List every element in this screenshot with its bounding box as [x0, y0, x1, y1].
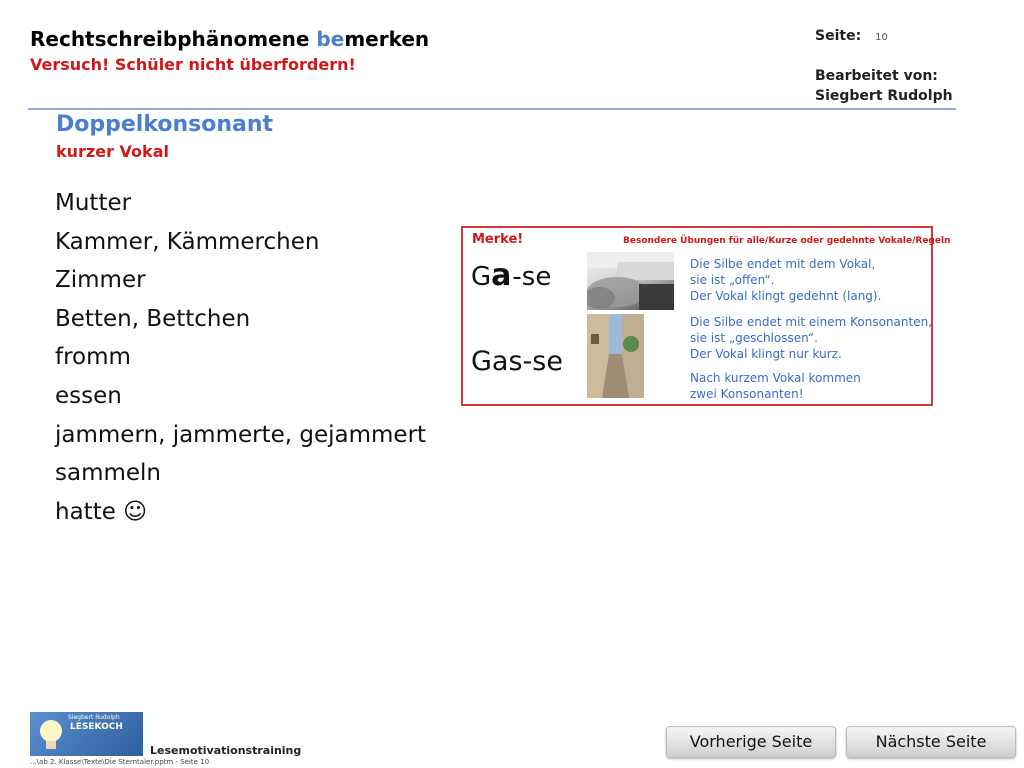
note-line: Die Silbe endet mit einem Konsonanten, — [690, 315, 933, 329]
note-rule — [690, 370, 861, 402]
narrow-alley-image — [587, 314, 644, 398]
word-item: sammeln — [55, 460, 162, 487]
example-open-rest: -se — [512, 262, 552, 292]
author-name: Siegbert Rudolph — [815, 88, 953, 104]
example-closed-syllable: Gas-se — [471, 346, 563, 377]
page-number: 10 — [875, 32, 888, 43]
word-item: fromm — [55, 344, 131, 371]
page-meta — [815, 28, 953, 108]
merke-banner-link[interactable]: Besondere Übungen für alle/Kurze oder gedehnte Vokale/Regeln — [623, 236, 951, 246]
page-label: Seite: — [815, 28, 862, 44]
title-text-2: merken — [344, 27, 430, 51]
merke-label: Merke! — [472, 232, 524, 247]
page-subtitle: Versuch! Schüler nicht überfordern! — [30, 55, 356, 74]
footer-label: Lesemotivationstraining — [150, 744, 302, 757]
lesekoch-logo — [30, 712, 143, 756]
title-highlight: be — [316, 27, 345, 51]
section-subtitle: kurzer Vokal — [56, 142, 169, 161]
word-item: Betten, Bettchen — [55, 305, 251, 332]
example-open-g: G — [471, 262, 492, 292]
note-line: Der Vokal klingt gedehnt (lang). — [690, 289, 882, 303]
note-line: Die Silbe endet mit dem Vokal, — [690, 257, 876, 271]
merke-box — [461, 226, 951, 406]
car-exhaust-image — [587, 252, 674, 310]
note-open-syllable — [690, 256, 881, 304]
edited-label: Bearbeitet von: — [815, 68, 938, 84]
word-item: Zimmer — [55, 267, 146, 294]
next-page-button[interactable]: Nächste Seite — [846, 726, 1016, 758]
note-line: Nach kurzem Vokal kommen — [690, 371, 861, 385]
previous-page-button[interactable]: Vorherige Seite — [666, 726, 836, 758]
note-line: sie ist „offen“. — [690, 273, 775, 287]
bulb-icon — [36, 718, 66, 752]
logo-brand: LESEKOCH — [70, 722, 123, 732]
word-item: Mutter — [55, 190, 132, 216]
note-line: Der Vokal klingt nur kurz. — [690, 347, 842, 361]
word-list — [55, 184, 426, 531]
note-line: zwei Konsonanten! — [690, 387, 804, 401]
header-divider — [28, 108, 956, 110]
word-item: essen — [55, 382, 122, 409]
section-title: Doppelkonsonant — [56, 112, 274, 137]
logo-author: Siegbert Rudolph — [68, 714, 120, 721]
note-closed-syllable — [690, 314, 932, 362]
page-title — [30, 27, 429, 51]
word-item: Kammer, Kämmerchen — [55, 228, 320, 255]
title-text-1: Rechtschreibphänomene — [30, 27, 317, 51]
example-open-vowel: a — [491, 258, 513, 293]
word-item: jammern, jammerte, gejammert — [55, 421, 427, 448]
footer-file-path: ...\ab 2. Klasse\Texte\Die Sterntaler.pptm - Seite 10 — [30, 758, 210, 766]
word-item: hatte ☺ — [55, 498, 148, 525]
example-open-syllable — [471, 258, 551, 293]
note-line: sie ist „geschlossen“. — [690, 331, 818, 345]
